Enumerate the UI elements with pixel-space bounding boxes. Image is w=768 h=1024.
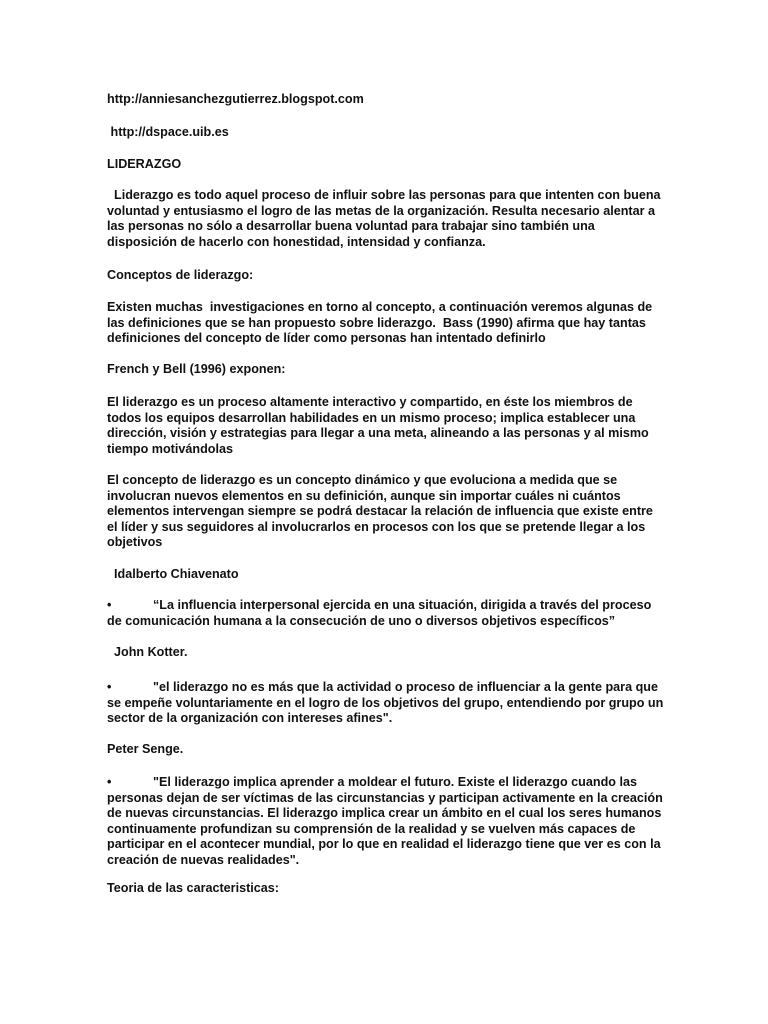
paragraph-line: el líder y sus seguidores al involucrarlos en procesos con los que se pretende llegar a los xyxy=(107,519,646,534)
paragraph-line: Liderazgo es todo aquel proceso de influir sobre las personas para que intenten con buena xyxy=(107,188,661,202)
quote-line: se empeñe voluntariamente en el logro de los objetivos del grupo, entendiendo por grupo un xyxy=(107,695,664,710)
dinamico-paragraph xyxy=(107,473,667,551)
conceptos-heading: Conceptos de liderazgo: xyxy=(107,268,254,282)
paragraph-line: voluntad y entusiasmo el logro de las metas de la organización. Resulta necesario alentar a xyxy=(107,203,656,218)
paragraph-line: involucran nuevos elementos en su definición, aunque sin importar cuáles ni cuántos xyxy=(107,488,621,503)
quote-line: sector de la organización con intereses afines". xyxy=(107,711,393,726)
bullet-icon: • xyxy=(107,598,112,612)
paragraph-line: El concepto de liderazgo es un concepto dinámico y que evoluciona a medida que se xyxy=(107,473,618,487)
paragraph-line: definiciones del concepto de líder como personas han intentado definirlo xyxy=(107,331,546,346)
senge-quote xyxy=(107,775,667,869)
quote-line: personas dejan de ser víctimas de las circunstancias y participan activamente en la creación xyxy=(107,790,663,805)
chiavenato-heading: Idalberto Chiavenato xyxy=(107,567,239,581)
paragraph-line: objetivos xyxy=(107,535,163,550)
chiavenato-quote xyxy=(107,598,667,629)
french-bell-paragraph xyxy=(107,395,667,457)
kotter-heading: John Kotter. xyxy=(107,645,188,659)
paragraph-line: las definiciones que se han propuesto sobre liderazgo. Bass (1990) afirma que hay tantas xyxy=(107,315,646,330)
teoria-heading: Teoria de las caracteristicas: xyxy=(107,881,279,895)
paragraph-line: las personas no sólo a desarrollar buena voluntad para trabajar sino también una xyxy=(107,219,595,234)
quote-line: creación de nuevas realidades". xyxy=(107,852,300,867)
conceptos-paragraph xyxy=(107,300,667,347)
paragraph-line: elementos intervengan siempre se podrá destacar la relación de influencia que existe entre xyxy=(107,504,653,519)
quote-line: • “La influencia interpersonal ejercida en una situación, dirigida a través del proceso xyxy=(107,598,652,612)
quote-line: • "el liderazgo no es más que la actividad o proceso de influenciar a la gente para que xyxy=(107,680,658,694)
source-url-dspace: http://dspace.uib.es xyxy=(107,125,229,139)
paragraph-line: todos los equipos desarrollan habilidades en un mismo proceso; implica establecer una xyxy=(107,410,636,425)
quote-line: participar en el acontecer mundial, por lo que en realidad el liderazgo tiene que ver es con la xyxy=(107,837,661,852)
paragraph-line: dirección, visión y estrategias para llegar a una meta, alineando a las personas y al mismo xyxy=(107,426,649,441)
quote-line: de nuevas circunstancias. El liderazgo implica crear un ámbito en el cual los seres humanos xyxy=(107,806,662,821)
bullet-icon: • xyxy=(107,680,112,694)
paragraph-line: disposición de hacerlo con honestidad, intensidad y confianza. xyxy=(107,234,486,249)
source-url-blogspot: http://anniesanchezgutierrez.blogspot.com xyxy=(107,92,364,106)
intro-paragraph xyxy=(107,188,667,250)
quote-line: continuamente profundizan su comprensión de la realidad y se vuelven más capaces de xyxy=(107,821,636,836)
paragraph-line: Existen muchas investigaciones en torno al concepto, a continuación veremos algunas de xyxy=(107,300,653,314)
paragraph-line: El liderazgo es un proceso altamente interactivo y compartido, en éste los miembros de xyxy=(107,395,633,409)
bullet-icon: • xyxy=(107,775,112,789)
senge-heading: Peter Senge. xyxy=(107,742,184,756)
paragraph-line: tiempo motivándolas xyxy=(107,441,233,456)
kotter-quote xyxy=(107,680,667,727)
french-bell-heading: French y Bell (1996) exponen: xyxy=(107,362,286,376)
document-title: LIDERAZGO xyxy=(107,157,182,171)
quote-line: de comunicación humana a la consecución de uno o diversos objetivos específicos” xyxy=(107,613,616,628)
quote-line: • "El liderazgo implica aprender a moldear el futuro. Existe el liderazgo cuando las xyxy=(107,775,637,789)
